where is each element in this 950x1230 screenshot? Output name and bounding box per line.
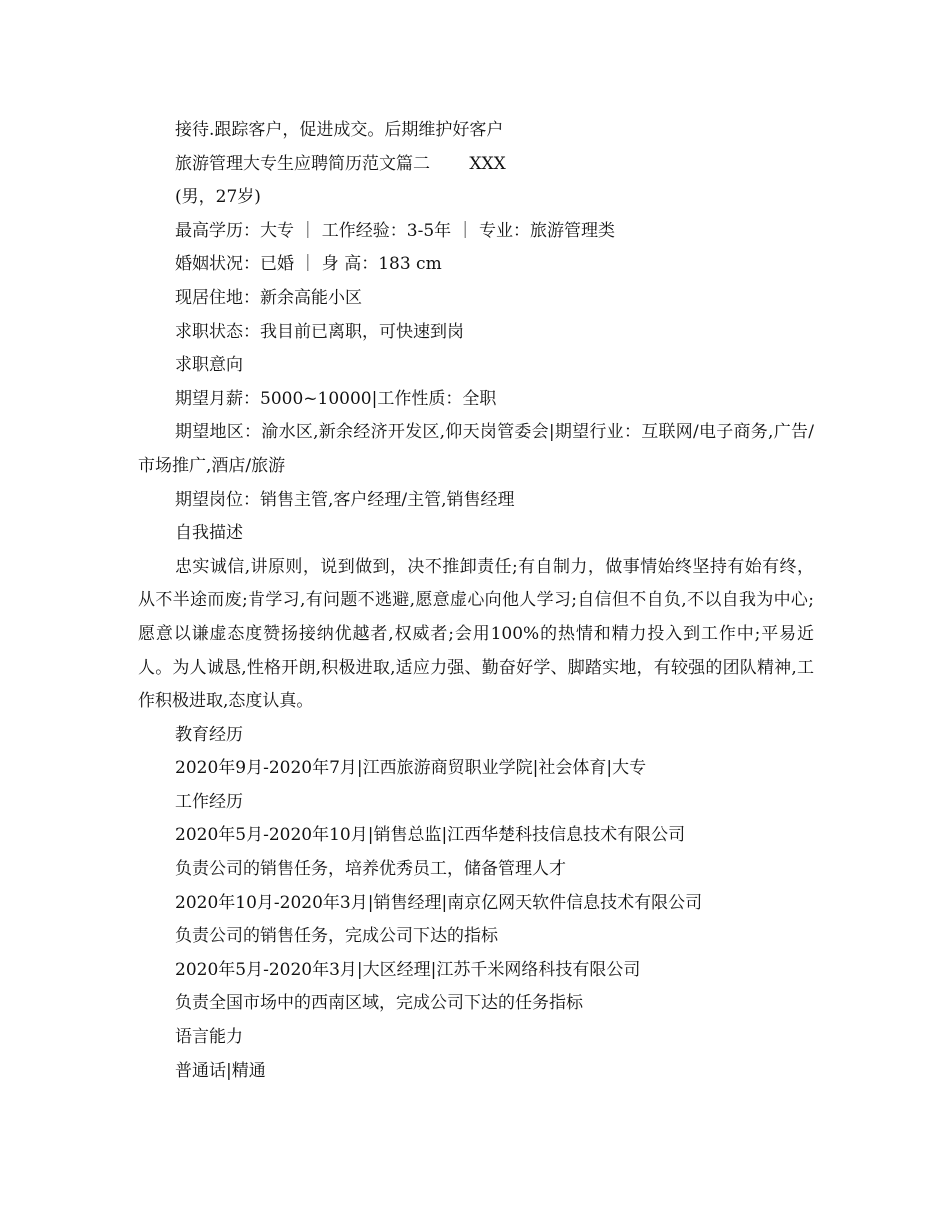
language-entry: 普通话|精通 <box>175 1060 266 1081</box>
expected-region-industry: 期望地区：渝水区,新余经济开发区,仰天岗管委会|期望行业：互联网/电子商务,广告/市场推广,酒店/旅游 <box>138 422 814 476</box>
education-experience-major: 最高学历：大专 ｜ 工作经验：3-5年 ｜ 专业：旅游管理类 <box>175 220 615 241</box>
job-status: 求职状态：我目前已离职，可快速到岗 <box>175 321 464 342</box>
resume-title: 旅游管理大专生应聘简历范文篇二 XXX <box>175 153 506 174</box>
gender-age: (男，27岁) <box>175 187 261 208</box>
expected-position: 期望岗位：销售主管,客户经理/主管,销售经理 <box>175 489 515 510</box>
resume-page <box>138 114 814 1088</box>
section-heading-language: 语言能力 <box>175 1027 243 1048</box>
work-entry-3-description: 负责全国市场中的西南区域，完成公司下达的任务指标 <box>175 993 583 1014</box>
work-entry-2: 2020年10月-2020年3月|销售经理|南京亿网天软件信息技术有限公司 <box>175 892 703 913</box>
text-line-customer-followup: 接待.跟踪客户，促进成交。后期维护好客户 <box>175 120 504 140</box>
residence: 现居住地：新余高能小区 <box>175 287 362 308</box>
section-heading-education: 教育经历 <box>175 724 243 745</box>
work-entry-1-description: 负责公司的销售任务，培养优秀员工，储备管理人才 <box>175 859 566 880</box>
section-heading-work-experience: 工作经历 <box>175 791 243 812</box>
education-entry: 2020年9月-2020年7月|江西旅游商贸职业学院|社会体育|大专 <box>175 758 647 779</box>
work-entry-2-description: 负责公司的销售任务，完成公司下达的指标 <box>175 926 498 947</box>
section-heading-self-description: 自我描述 <box>175 523 243 544</box>
expected-salary: 期望月薪：5000~10000|工作性质：全职 <box>175 388 497 409</box>
work-entry-3: 2020年5月-2020年3月|大区经理|江苏千米网络科技有限公司 <box>175 959 641 980</box>
work-entry-1: 2020年5月-2020年10月|销售总监|江西华楚科技信息技术有限公司 <box>175 825 686 846</box>
marital-height: 婚姻状况：已婚 ｜ 身 高：183 cm <box>175 254 442 275</box>
self-description-paragraph: 忠实诚信,讲原则，说到做到，决不推卸责任;有自制力，做事情始终坚持有始有终，从不半途而废;肯学习,有问题不逃避,愿意虚心向他人学习;自信但不自负,不以自我为中心;愿意以谦虚态度赞扬接纳优越者,权威者;会用100%的热情和精力投入到工作中;平易近人。为人诚恳,性格开朗,积极进取,适应力强、勤奋好学、脚踏实地，有较强的团队精神,工作积极进取,态度认真。 <box>138 556 814 712</box>
section-heading-job-intention: 求职意向 <box>175 355 243 376</box>
